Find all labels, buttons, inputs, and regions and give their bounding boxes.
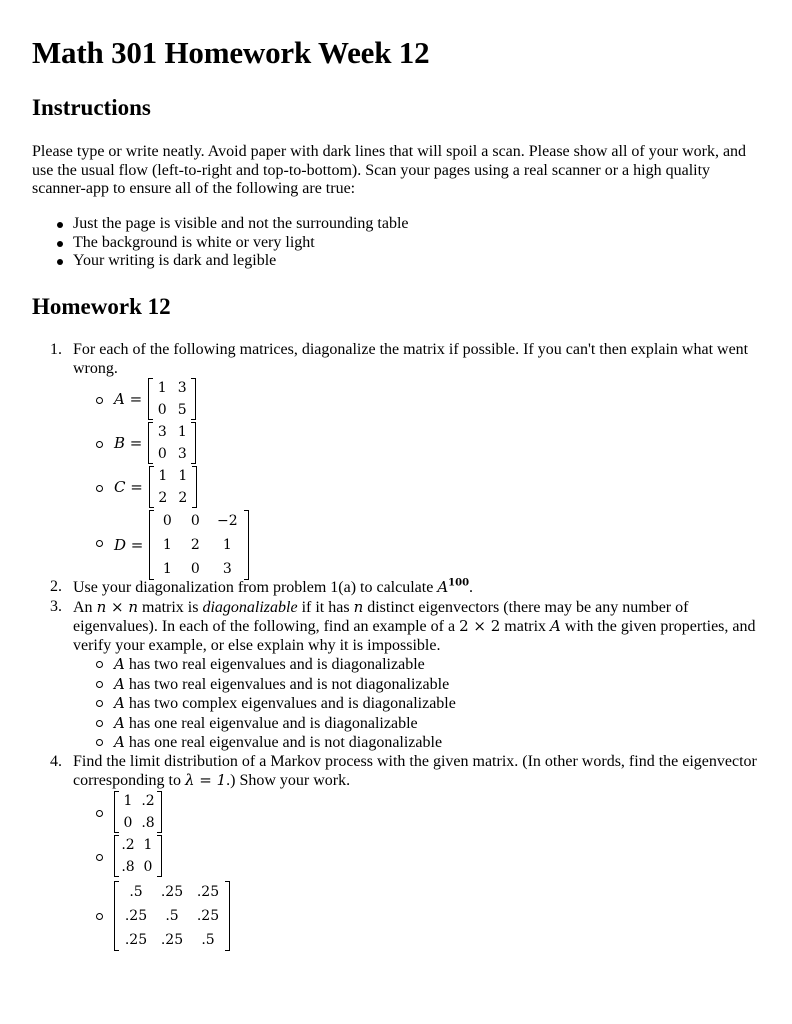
instructions-heading: Instructions xyxy=(32,95,151,120)
matrix-item-c xyxy=(32,466,762,510)
problem-4 xyxy=(32,753,762,791)
problem-list xyxy=(32,341,762,951)
problem-number: 3. xyxy=(50,597,62,615)
case-item xyxy=(32,655,762,675)
case-item xyxy=(32,714,762,734)
problem-number: 2. xyxy=(50,578,62,595)
circle-bullet-icon xyxy=(96,397,103,404)
matrix-cell: 0 xyxy=(123,814,133,831)
problem-number: 4. xyxy=(50,752,62,770)
math-var: n xyxy=(128,597,139,616)
circle-bullet-icon xyxy=(96,739,103,746)
case-item xyxy=(32,675,762,695)
matrix-cell: 3 xyxy=(157,424,167,440)
matrix-cell: .2 xyxy=(121,836,135,853)
case-text: has one real eigenvalue and is not diagonalizable xyxy=(128,734,443,751)
matrix-cell: .8 xyxy=(121,858,135,875)
matrix-cell: 1 xyxy=(162,537,172,553)
matrix-cell: .2 xyxy=(141,792,155,809)
case-item xyxy=(32,694,762,714)
problem-text: Use your diagonalization from problem 1(a) to calculate xyxy=(73,579,438,596)
equals-sign: = xyxy=(125,433,143,452)
math-var: A xyxy=(114,655,125,673)
problem-text: Find the limit distribution of a Markov process with the given matrix. (In other words, find the eigenvector corresponding to xyxy=(73,752,757,789)
equals-sign: = xyxy=(126,535,144,554)
matrix-cell: 0 xyxy=(143,858,153,875)
matrix-cell: .5 xyxy=(165,907,179,924)
problem-text: with the given properties, and verify your example, or else explain why it is impossible. xyxy=(73,618,756,654)
circle-bullet-icon xyxy=(96,810,103,817)
matrix-cell: 0 xyxy=(162,513,172,529)
matrix-item-b xyxy=(32,422,762,466)
matrix-cell: 3 xyxy=(177,446,187,462)
list-item: Just the page is visible and not the surrounding table xyxy=(32,215,409,234)
matrix-cell: .25 xyxy=(160,931,184,948)
matrix-cell: 2 xyxy=(178,490,188,506)
homework-heading: Homework 12 xyxy=(32,294,171,319)
math-var: A xyxy=(437,578,449,596)
markov-matrix-3 xyxy=(114,881,230,951)
matrix-cell: 0 xyxy=(190,513,200,529)
equals-sign: = xyxy=(125,477,143,496)
matrix-cell: 0 xyxy=(190,561,200,577)
markov-matrix-2 xyxy=(114,835,162,877)
instructions-list xyxy=(32,215,409,271)
problem-text: if it has xyxy=(297,598,354,616)
math-dim: 2 × 2 xyxy=(459,617,501,635)
markov-matrix-item xyxy=(32,879,762,951)
problem-text: For each of the following matrices, diagonalize the matrix if possible. If you can't then explain what went wrong. xyxy=(73,341,749,377)
case-item xyxy=(32,733,762,753)
case-text: has one real eigenvalue and is diagonalizable xyxy=(128,714,418,732)
markov-matrix-1 xyxy=(114,791,162,833)
math-var: A xyxy=(550,617,561,635)
matrix-cell: .8 xyxy=(141,814,155,831)
circle-bullet-icon xyxy=(96,681,103,688)
math-var: A xyxy=(114,733,125,751)
matrix-cell: 3 xyxy=(222,561,232,577)
problem-3 xyxy=(32,598,762,656)
matrix-cell: .25 xyxy=(160,883,184,900)
problem-text: .) Show your work. xyxy=(226,772,351,789)
matrix-item-a xyxy=(32,378,762,422)
matrix-cell: 1 xyxy=(158,468,168,484)
math-op: × xyxy=(106,597,129,616)
matrix-cell: 1 xyxy=(157,380,167,396)
equals-sign: = xyxy=(124,389,143,408)
matrix-label: A xyxy=(114,389,125,408)
problem-text: distinct eigenvectors (there may be any number of eigenvalues). In each of the following, find an example of a xyxy=(73,598,689,635)
instructions-paragraph: Please type or write neatly. Avoid paper with dark lines that will spoil a scan. Please show all of your work, and use the usual flow (left-to-right and top-to-bottom). Scan your pages using a real scanner or a high quality scanner-app to ensure all of the following are true: xyxy=(32,143,747,197)
matrix-d xyxy=(149,510,249,580)
problem-2 xyxy=(32,578,762,598)
matrix-cell: .25 xyxy=(124,931,148,948)
circle-bullet-icon xyxy=(96,700,103,707)
problem-text: An xyxy=(73,598,97,616)
matrix-cell: .25 xyxy=(124,907,148,924)
matrix-cell: −2 xyxy=(217,513,238,529)
matrix-label: C xyxy=(114,477,126,496)
matrix-item-d xyxy=(32,510,762,576)
matrix-cell: 1 xyxy=(143,836,153,853)
matrix-cell: 1 xyxy=(177,424,187,440)
problem-number: 1. xyxy=(50,341,62,358)
problem-text: matrix xyxy=(500,618,551,635)
circle-bullet-icon xyxy=(96,441,103,448)
circle-bullet-icon xyxy=(96,661,103,668)
problem-1 xyxy=(32,341,762,378)
matrix-cell: 2 xyxy=(190,537,200,553)
matrix-c xyxy=(149,466,197,508)
math-var: n xyxy=(96,597,107,616)
matrix-cell: 5 xyxy=(177,402,187,418)
markov-matrix-item xyxy=(32,835,762,879)
problem-text: matrix is xyxy=(138,598,203,616)
matrix-cell: .25 xyxy=(196,883,220,900)
matrix-b xyxy=(148,422,196,464)
matrix-cell: .5 xyxy=(201,931,215,948)
math-lambda: λ = 1 xyxy=(184,771,227,789)
matrix-a xyxy=(148,378,196,420)
case-text: has two real eigenvalues and is diagonalizable xyxy=(128,656,425,673)
matrix-cell: 2 xyxy=(158,490,168,506)
matrix-cell: .5 xyxy=(129,883,143,900)
case-text: has two real eigenvalues and is not diagonalizable xyxy=(128,675,450,693)
math-var: n xyxy=(353,597,364,616)
problem-text-end: . xyxy=(469,579,474,596)
markov-matrix-item xyxy=(32,791,762,835)
case-text: has two complex eigenvalues and is diagonalizable xyxy=(128,695,456,712)
page-title: Math 301 Homework Week 12 xyxy=(32,35,430,70)
matrix-cell: 3 xyxy=(177,380,187,396)
math-var: A xyxy=(114,694,125,712)
list-item: Your writing is dark and legible xyxy=(32,252,409,271)
matrix-label: B xyxy=(114,433,126,452)
matrix-cell: 0 xyxy=(157,402,167,418)
matrix-label: D xyxy=(114,535,127,554)
math-var: A xyxy=(114,713,125,732)
circle-bullet-icon xyxy=(96,913,103,920)
exponent: 100 xyxy=(448,577,470,589)
circle-bullet-icon xyxy=(96,485,103,492)
math-var: A xyxy=(114,674,125,693)
emphasis-term: diagonalizable xyxy=(202,598,298,616)
matrix-cell: 1 xyxy=(123,792,133,809)
circle-bullet-icon xyxy=(96,854,103,861)
matrix-cell: 1 xyxy=(222,537,232,553)
list-item: The background is white or very light xyxy=(32,234,409,253)
circle-bullet-icon xyxy=(96,540,103,547)
matrix-cell: .25 xyxy=(196,907,220,924)
matrix-cell: 1 xyxy=(162,561,172,577)
matrix-cell: 1 xyxy=(178,468,188,484)
circle-bullet-icon xyxy=(96,720,103,727)
matrix-cell: 0 xyxy=(157,446,167,462)
